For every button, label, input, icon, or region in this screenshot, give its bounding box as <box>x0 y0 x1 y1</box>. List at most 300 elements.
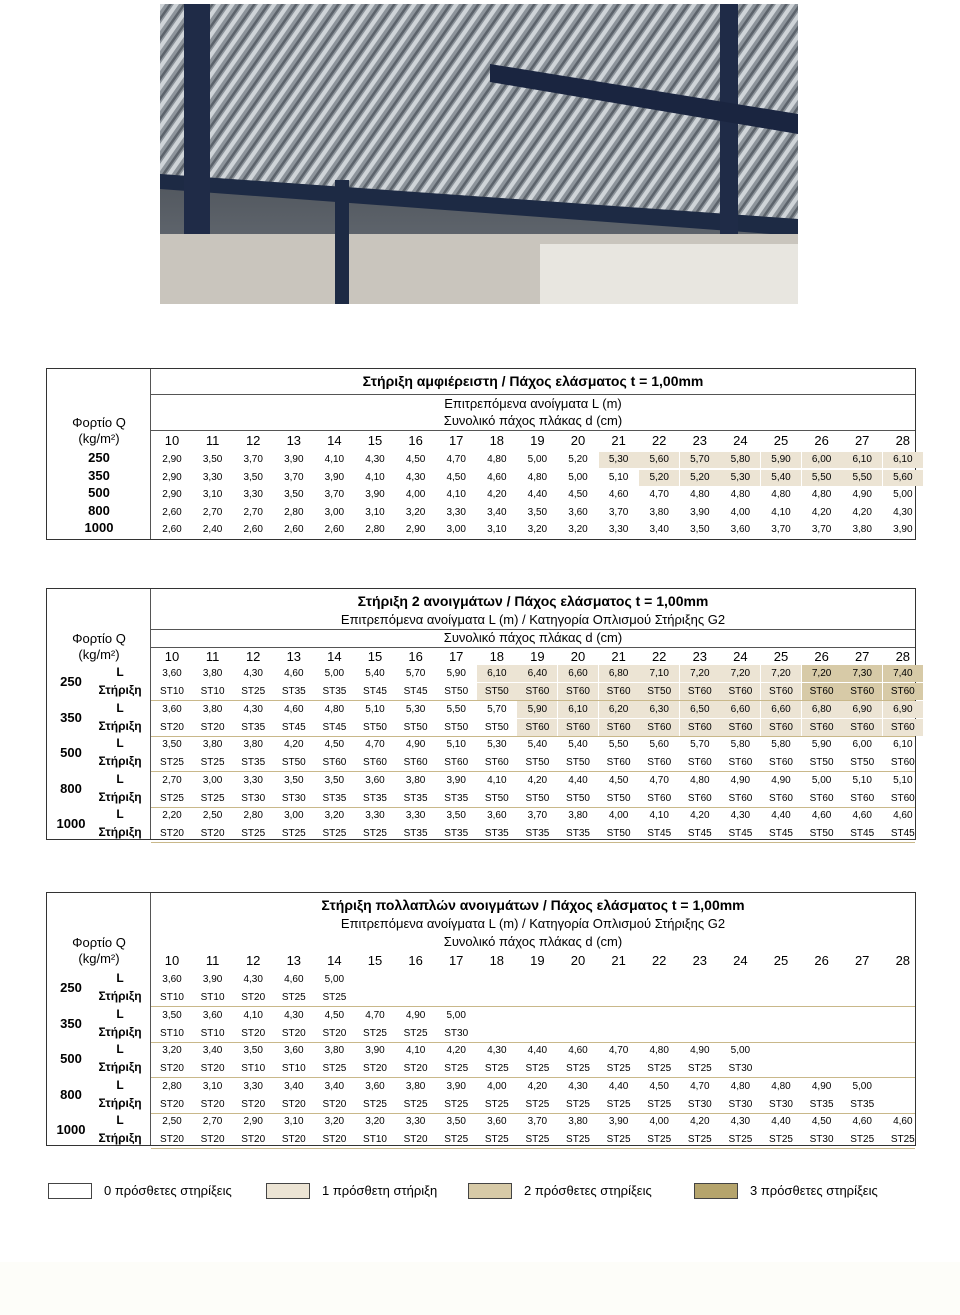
support-class-cell: ST20 <box>160 828 184 840</box>
span-value-cell: 2,70 <box>162 774 182 786</box>
support-class-cell: ST60 <box>687 792 712 804</box>
span-value-cell: 3,90 <box>365 489 385 500</box>
support-class-cell: ST50 <box>477 683 517 700</box>
span-value-cell: 4,50 <box>446 471 466 483</box>
span-value-cell: 4,60 <box>284 668 304 679</box>
support-class-cell: ST25 <box>728 1134 753 1146</box>
support-class-cell: ST60 <box>842 683 882 700</box>
span-value-cell: 4,90 <box>771 774 791 786</box>
support-class-cell: ST60 <box>680 719 720 736</box>
span-value-cell: 5,50 <box>802 470 842 486</box>
support-class-cell: ST60 <box>890 792 915 804</box>
support-class-cell: ST60 <box>599 719 639 736</box>
support-class-cell: ST50 <box>566 792 590 804</box>
support-class-cell: ST20 <box>200 828 225 840</box>
thickness-header-cell: 18 <box>489 953 505 968</box>
span-value-cell: 3,10 <box>202 1080 223 1092</box>
span-value-cell: 3,00 <box>202 774 223 786</box>
thickness-header-cell: 26 <box>814 953 829 968</box>
thickness-header-cell: 11 <box>205 953 220 968</box>
thickness-header-cell: 10 <box>164 433 180 448</box>
support-class-cell: ST60 <box>403 757 428 769</box>
span-value-cell: 4,30 <box>284 1009 304 1021</box>
span-value-cell: 4,70 <box>608 1045 629 1057</box>
thickness-header-cell: 13 <box>286 433 302 448</box>
span-value-cell: 4,50 <box>324 1009 345 1021</box>
span-value-cell: 3,30 <box>243 1080 263 1092</box>
support-class-cell: ST25 <box>281 992 306 1003</box>
thickness-header-cell: 14 <box>327 649 342 664</box>
span-value-cell: 5,20 <box>680 470 720 486</box>
support-class-cell: ST50 <box>850 757 875 769</box>
span-value-cell: 5,00 <box>568 471 588 483</box>
load-value: 500 <box>60 1051 82 1067</box>
support-class-cell: ST50 <box>606 792 631 804</box>
support-class-cell: ST50 <box>809 757 834 769</box>
support-row-label: Στήριξη <box>98 1095 142 1110</box>
span-value-cell: 5,40 <box>568 739 588 751</box>
support-class-cell: ST10 <box>160 992 184 1003</box>
span-value-cell: 4,00 <box>487 1080 507 1092</box>
span-value-cell: 6,10 <box>893 739 913 751</box>
table1-title: Στήριξη αμφιέρειστη / Πάχος ελάσματος t = 1,00mm <box>362 373 704 389</box>
span-value-cell: 3,50 <box>243 1045 263 1057</box>
thickness-header-cell: 23 <box>692 953 708 968</box>
span-value-cell: 3,70 <box>243 454 263 465</box>
support-class-cell: ST20 <box>160 1063 184 1075</box>
thickness-header-cell: 21 <box>611 953 626 968</box>
span-value-cell: 3,30 <box>608 524 629 535</box>
support-class-cell: ST60 <box>647 757 672 769</box>
support-class-cell: ST50 <box>639 683 679 700</box>
support-class-cell: ST45 <box>363 686 387 697</box>
span-value-cell: 4,30 <box>487 1045 507 1057</box>
load-value: 350 <box>88 467 110 483</box>
span-value-cell: 3,90 <box>284 454 304 465</box>
span-value-cell: 3,90 <box>446 1080 466 1092</box>
legend-swatch-2 <box>468 1183 512 1199</box>
support-class-cell: ST20 <box>281 1098 306 1110</box>
span-value-cell: 4,60 <box>893 810 913 822</box>
span-value-cell: 3,90 <box>324 471 345 483</box>
support-class-cell: ST20 <box>160 1098 184 1110</box>
span-value-cell: 3,60 <box>730 524 751 535</box>
support-class-cell: ST60 <box>761 719 801 736</box>
thickness-header-cell: 21 <box>611 433 626 448</box>
span-value-cell: 3,60 <box>162 974 182 985</box>
span-value-cell: 4,30 <box>365 454 385 465</box>
span-value-cell: 5,10 <box>852 774 872 786</box>
thickness-header-cell: 23 <box>692 649 708 664</box>
load-value: 350 <box>60 1015 82 1031</box>
span-value-cell: 6,10 <box>842 452 882 468</box>
span-value-cell: 3,70 <box>527 1116 548 1128</box>
support-class-cell: ST25 <box>566 1134 590 1146</box>
span-value-cell: 3,10 <box>202 489 223 500</box>
span-value-cell: 4,40 <box>568 774 588 786</box>
span-value-cell: 4,80 <box>771 1080 791 1092</box>
span-value-cell: 2,90 <box>243 1116 263 1128</box>
support-class-cell: ST25 <box>403 1027 428 1039</box>
thickness-header-cell: 11 <box>205 433 220 448</box>
load-unit: (kg/m²) <box>78 647 120 662</box>
support-class-cell: ST35 <box>809 1098 834 1110</box>
span-value-cell: 5,30 <box>720 470 760 486</box>
support-class-cell: ST50 <box>566 757 590 769</box>
legend-label-3: 3 πρόσθετες στηρίξεις <box>750 1183 878 1198</box>
support-class-cell: ST60 <box>363 757 387 769</box>
support-row-label: Στήριξη <box>98 789 142 804</box>
span-value-cell: 4,30 <box>568 1080 588 1092</box>
span-value-cell: 3,70 <box>527 810 548 822</box>
thickness-header-cell: 10 <box>164 953 180 968</box>
span-value-cell: 6,90 <box>883 701 923 718</box>
span-value-cell: 3,60 <box>568 506 588 518</box>
span-value-cell: 3,70 <box>771 524 791 535</box>
span-row-label: L <box>116 665 124 679</box>
support-class-cell: ST35 <box>566 828 590 840</box>
span-value-cell: 3,60 <box>162 668 182 679</box>
span-value-cell: 6,30 <box>639 701 679 718</box>
span-value-cell: 4,10 <box>446 489 466 500</box>
span-value-cell: 4,60 <box>852 810 872 822</box>
span-value-cell: 3,20 <box>405 506 426 518</box>
thickness-header-cell: 13 <box>286 953 302 968</box>
legend-swatch-1 <box>266 1183 310 1199</box>
support-class-cell: ST20 <box>403 1063 428 1075</box>
span-value-cell: 6,80 <box>802 701 842 718</box>
support-class-cell: ST20 <box>241 1098 266 1110</box>
support-class-cell: ST25 <box>160 757 184 769</box>
support-class-cell: ST30 <box>809 1134 834 1146</box>
support-class-cell: ST10 <box>363 1134 387 1146</box>
load-value: 250 <box>88 450 110 465</box>
support-class-cell: ST25 <box>322 1063 347 1075</box>
load-label: Φορτίο Q <box>72 631 126 646</box>
span-value-cell: 3,30 <box>446 506 466 518</box>
support-row-label: Στήριξη <box>98 989 142 1003</box>
span-value-cell: 5,00 <box>811 774 832 786</box>
span-value-cell: 4,70 <box>690 1080 710 1092</box>
span-value-cell: 2,20 <box>162 810 182 822</box>
thickness-header-cell: 17 <box>448 433 464 448</box>
thickness-header-cell: 24 <box>733 649 748 664</box>
thickness-header-cell: 19 <box>530 649 545 664</box>
thickness-header-cell: 14 <box>327 953 342 968</box>
table1-thickness-label: Συνολικό πάχος πλάκας d (cm) <box>443 413 623 428</box>
support-class-cell: ST60 <box>842 719 882 736</box>
span-value-cell: 5,90 <box>517 701 557 718</box>
load-label: Φορτίο Q <box>72 935 126 950</box>
load-value: 1000 <box>84 520 114 535</box>
support-class-cell: ST35 <box>322 686 347 697</box>
support-class-cell: ST25 <box>566 1098 590 1110</box>
span-value-cell: 2,80 <box>284 506 304 518</box>
span-value-cell: 3,10 <box>487 524 507 535</box>
thickness-header-cell: 16 <box>408 433 423 448</box>
span-value-cell: 4,10 <box>405 1045 426 1057</box>
span-value-cell: 3,20 <box>162 1045 182 1057</box>
support-class-cell: ST60 <box>558 719 598 736</box>
span-value-cell: 3,60 <box>162 703 182 715</box>
span-value-cell: 5,10 <box>446 739 466 751</box>
thickness-header-cell: 24 <box>733 433 748 448</box>
support-class-cell: ST45 <box>728 828 753 840</box>
span-row-label: L <box>116 971 124 985</box>
span-value-cell: 2,70 <box>202 1116 223 1128</box>
support-class-cell: ST60 <box>558 683 598 700</box>
support-class-cell: ST60 <box>680 683 720 700</box>
span-value-cell: 3,80 <box>405 774 426 786</box>
span-value-cell: 2,40 <box>202 524 223 535</box>
span-value-cell: 3,80 <box>649 506 669 518</box>
span-value-cell: 3,50 <box>690 524 710 535</box>
span-value-cell: 6,20 <box>599 701 639 718</box>
thickness-header-cell: 28 <box>895 953 911 968</box>
span-value-cell: 4,00 <box>405 489 426 500</box>
span-value-cell: 4,60 <box>893 1116 913 1128</box>
support-class-cell: ST60 <box>883 683 923 700</box>
span-value-cell: 2,70 <box>243 506 263 518</box>
span-value-cell: 4,10 <box>365 471 385 483</box>
span-value-cell: 3,80 <box>568 810 588 822</box>
span-value-cell: 4,70 <box>649 774 669 786</box>
support-class-cell: ST20 <box>403 1134 428 1146</box>
support-class-cell: ST30 <box>241 792 266 804</box>
thickness-header-cell: 26 <box>814 433 829 448</box>
support-class-cell: ST35 <box>525 828 550 840</box>
support-class-cell: ST25 <box>322 992 347 1003</box>
support-class-cell: ST20 <box>322 1098 347 1110</box>
span-value-cell: 4,30 <box>893 506 913 518</box>
thickness-header-cell: 13 <box>286 649 302 664</box>
support-class-cell: ST25 <box>484 1063 509 1075</box>
thickness-header-cell: 15 <box>367 953 383 968</box>
span-value-cell: 7,20 <box>802 665 842 682</box>
support-class-cell: ST60 <box>517 719 557 736</box>
support-class-cell: ST25 <box>850 1134 875 1146</box>
span-value-cell: 3,30 <box>243 489 263 500</box>
support-class-cell: ST60 <box>728 792 753 804</box>
span-value-cell: 5,00 <box>730 1045 751 1057</box>
table2-title: Στήριξη 2 ανοιγμάτων / Πάχος ελάσματος t = 1,00mm <box>357 593 709 609</box>
span-value-cell: 6,10 <box>477 665 517 682</box>
support-class-cell: ST25 <box>484 1098 509 1110</box>
support-class-cell: ST50 <box>484 721 509 733</box>
support-row-label: Στήριξη <box>98 1131 142 1146</box>
support-class-cell: ST25 <box>444 1134 469 1146</box>
support-class-cell: ST20 <box>241 1027 266 1039</box>
thickness-header-cell: 22 <box>651 433 667 448</box>
thickness-header-cell: 12 <box>245 953 261 968</box>
support-class-cell: ST25 <box>281 828 306 840</box>
support-class-cell: ST20 <box>281 1134 306 1146</box>
span-value-cell: 3,50 <box>202 454 223 465</box>
span-value-cell: 3,20 <box>568 524 588 535</box>
support-class-cell: ST35 <box>403 828 428 840</box>
thickness-header-cell: 15 <box>367 649 383 664</box>
thickness-header-cell: 16 <box>408 953 423 968</box>
span-value-cell: 6,90 <box>842 701 882 718</box>
thickness-header-cell: 19 <box>530 953 545 968</box>
support-class-cell: ST60 <box>769 757 793 769</box>
span-value-cell: 4,20 <box>811 506 832 518</box>
span-value-cell: 5,70 <box>680 452 720 468</box>
span-value-cell: 4,10 <box>771 506 791 518</box>
span-value-cell: 3,80 <box>324 1045 345 1057</box>
span-value-cell: 5,60 <box>883 470 923 486</box>
span-row-label: L <box>116 736 124 751</box>
support-row-label: Στήριξη <box>98 718 142 733</box>
span-value-cell: 5,40 <box>761 470 801 486</box>
span-value-cell: 6,10 <box>558 701 598 718</box>
span-row-label: L <box>116 700 124 715</box>
support-class-cell: ST10 <box>200 1027 225 1039</box>
span-value-cell: 5,60 <box>639 452 679 468</box>
legend-swatch-3 <box>694 1183 738 1199</box>
span-value-cell: 3,90 <box>690 506 710 518</box>
table-simply-supported <box>46 368 916 540</box>
span-value-cell: 3,30 <box>365 810 385 822</box>
thickness-header-cell: 15 <box>367 433 383 448</box>
thickness-header-cell: 17 <box>448 649 464 664</box>
support-class-cell: ST50 <box>484 792 509 804</box>
support-class-cell: ST45 <box>687 828 712 840</box>
support-class-cell: ST50 <box>281 757 306 769</box>
span-value-cell: 4,90 <box>852 489 872 500</box>
support-class-cell: ST30 <box>728 1098 753 1110</box>
span-value-cell: 4,80 <box>649 1045 669 1057</box>
span-value-cell: 4,30 <box>730 1116 751 1128</box>
span-value-cell: 5,90 <box>811 739 832 751</box>
span-value-cell: 3,00 <box>446 524 466 535</box>
support-class-cell: ST25 <box>363 1098 387 1110</box>
support-class-cell: ST25 <box>687 1134 712 1146</box>
span-row-label: L <box>116 1042 124 1057</box>
span-value-cell: 6,60 <box>558 665 598 682</box>
support-class-cell: ST50 <box>606 828 631 840</box>
thickness-header-cell: 14 <box>327 433 342 448</box>
span-value-cell: 5,70 <box>690 739 710 751</box>
span-value-cell: 4,60 <box>284 974 304 985</box>
span-value-cell: 4,70 <box>365 739 385 751</box>
span-value-cell: 4,30 <box>405 471 426 483</box>
support-class-cell: ST25 <box>566 1063 590 1075</box>
support-class-cell: ST50 <box>444 721 469 733</box>
thickness-header-cell: 22 <box>651 953 667 968</box>
span-value-cell: 3,70 <box>284 471 304 483</box>
thickness-header-cell: 17 <box>448 953 464 968</box>
thickness-header-cell: 11 <box>205 649 220 664</box>
span-value-cell: 4,80 <box>690 489 710 500</box>
support-class-cell: ST25 <box>241 828 266 840</box>
span-value-cell: 3,80 <box>202 703 223 715</box>
span-value-cell: 4,20 <box>527 1080 548 1092</box>
support-class-cell: ST25 <box>606 1134 631 1146</box>
span-value-cell: 3,30 <box>405 1116 426 1128</box>
support-class-cell: ST25 <box>647 1134 672 1146</box>
support-class-cell: ST60 <box>850 792 875 804</box>
span-value-cell: 4,80 <box>527 471 548 483</box>
load-unit: (kg/m²) <box>78 951 120 966</box>
support-class-cell: ST20 <box>200 1098 225 1110</box>
span-value-cell: 5,10 <box>893 774 913 786</box>
span-value-cell: 4,40 <box>771 810 791 822</box>
load-label: Φορτίο Q <box>72 415 126 430</box>
row-divider <box>151 842 915 843</box>
support-class-cell: ST60 <box>720 683 760 700</box>
span-value-cell: 7,10 <box>639 665 679 682</box>
span-value-cell: 3,70 <box>811 524 832 535</box>
support-class-cell: ST50 <box>363 721 387 733</box>
span-value-cell: 5,80 <box>720 452 760 468</box>
span-value-cell: 3,40 <box>284 1080 304 1092</box>
support-class-cell: ST25 <box>444 1098 469 1110</box>
span-value-cell: 3,00 <box>324 506 345 518</box>
span-value-cell: 4,90 <box>405 739 426 751</box>
support-class-cell: ST25 <box>200 757 225 769</box>
span-value-cell: 4,10 <box>243 1009 263 1021</box>
span-value-cell: 3,80 <box>243 739 263 751</box>
support-class-cell: ST50 <box>444 686 469 697</box>
span-value-cell: 3,80 <box>202 739 223 751</box>
support-class-cell: ST60 <box>444 757 469 769</box>
span-value-cell: 5,10 <box>608 471 629 483</box>
span-value-cell: 4,60 <box>608 489 629 500</box>
span-value-cell: 5,00 <box>527 454 548 465</box>
span-value-cell: 3,50 <box>162 1009 182 1021</box>
load-value: 500 <box>88 485 110 500</box>
span-value-cell: 3,90 <box>365 1045 385 1057</box>
span-value-cell: 4,30 <box>243 668 263 679</box>
thickness-header-cell: 20 <box>570 953 586 968</box>
span-value-cell: 4,50 <box>324 739 345 751</box>
support-row-label: Στήριξη <box>98 1060 142 1075</box>
span-value-cell: 3,50 <box>284 774 304 786</box>
support-class-cell: ST60 <box>761 683 801 700</box>
span-value-cell: 4,00 <box>649 1116 669 1128</box>
span-value-cell: 2,60 <box>162 524 182 535</box>
support-class-cell: ST30 <box>281 792 306 804</box>
support-row-label: Στήριξη <box>98 754 142 769</box>
span-value-cell: 4,00 <box>608 810 629 822</box>
support-class-cell: ST45 <box>403 686 428 697</box>
support-class-cell: ST25 <box>363 828 387 840</box>
support-class-cell: ST60 <box>639 719 679 736</box>
span-value-cell: 5,70 <box>405 668 426 679</box>
support-class-cell: ST10 <box>200 992 225 1003</box>
support-class-cell: ST25 <box>647 1098 672 1110</box>
span-value-cell: 5,80 <box>730 739 751 751</box>
support-class-cell: ST60 <box>720 719 760 736</box>
support-class-cell: ST30 <box>769 1098 793 1110</box>
table-multi-span <box>46 892 916 1146</box>
span-value-cell: 4,30 <box>730 810 751 822</box>
support-class-cell: ST60 <box>599 683 639 700</box>
support-class-cell: ST35 <box>484 828 509 840</box>
span-value-cell: 3,20 <box>365 1116 385 1128</box>
support-class-cell: ST20 <box>363 1063 387 1075</box>
support-class-cell: ST50 <box>809 828 834 840</box>
span-value-cell: 6,50 <box>680 701 720 718</box>
support-class-cell: ST45 <box>281 721 306 733</box>
steel-deck-photo <box>160 4 798 304</box>
table1-subtitle: Επιτρεπόμενα ανοίγματα L (m) <box>444 396 622 411</box>
support-class-cell: ST30 <box>728 1063 753 1075</box>
span-value-cell: 4,80 <box>811 489 832 500</box>
span-value-cell: 3,60 <box>365 1080 385 1092</box>
support-class-cell: ST25 <box>484 1134 509 1146</box>
